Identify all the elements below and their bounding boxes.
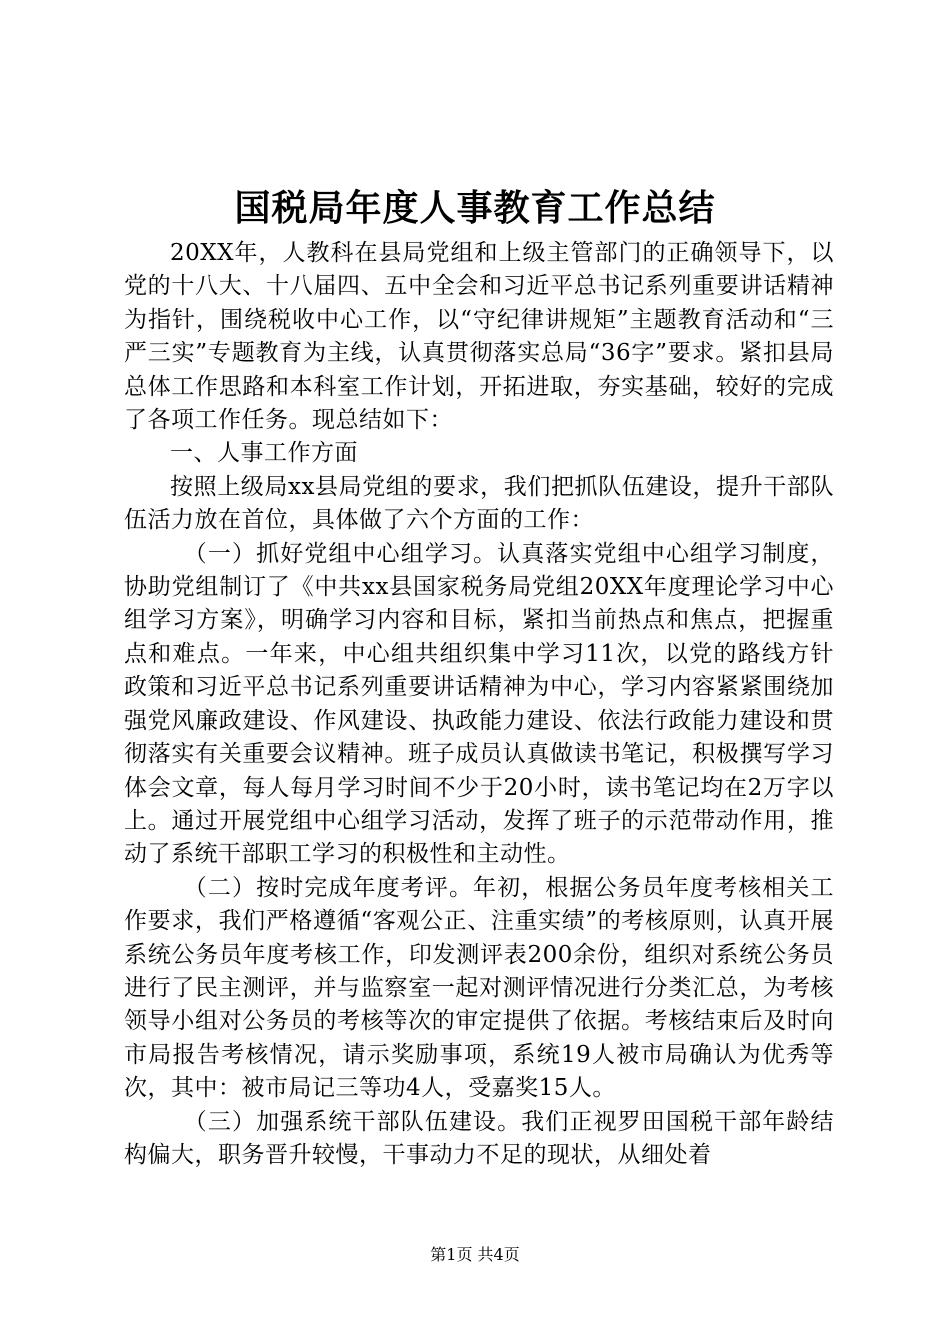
paragraph-item-3: （三）加强系统干部队伍建设。我们正视罗田国税干部年龄结构偏大，职务晋升较慢，干事动力不足的现状，从细处着 [124, 1108, 834, 1168]
paragraph-overview: 按照上级局xx县局党组的要求，我们把抓队伍建设，提升干部队伍活力放在首位，具体做了六个方面的工作： [124, 473, 834, 534]
paragraph-item-2: （二）按时完成年度考评。年初，根据公务员年度考核相关工作要求，我们严格遵循“客观公正、注重实绩”的考核原则，认真开展系统公务员年度考核工作，印发测评表200余份，组织对系统公务员进行了民主测评，并与监察室一起对测评情况进行分类汇总，为考核领导小组对公务员的考核等次的审定提供了依据。考核结束后及时向市局报告考核情况，请示奖励事项，系统19人被市局确认为优秀等次，其中：被市局记三等功4人，受嘉奖15人。 [124, 874, 834, 1102]
document-body [124, 237, 834, 1172]
paragraph-intro: 20XX年，人教科在县局党组和上级主管部门的正确领导下，以党的十八大、十八届四、五中全会和习近平总书记系列重要讲话精神为指针，围绕税收中心工作，以“守纪律讲规矩”主题教育活动和“三严三实”专题教育为主线，认真贯彻落实总局“36字”要求。紧扣县局总体工作思路和本科室工作计划，开拓进取，夯实基础，较好的完成了各项工作任务。现总结如下： [124, 240, 834, 434]
document-title: 国税局年度人事教育工作总结 [234, 187, 716, 229]
paragraph-item-1: （一）抓好党组中心组学习。认真落实党组中心组学习制度，协助党组制订了《中共xx县国家税务局党组20XX年度理论学习中心组学习方案》，明确学习内容和目标，紧扣当前热点和焦点，把握重点和难点。一年来，中心组共组织集中学习11次，以党的路线方针政策和习近平总书记系列重要讲话精神为中心，学习内容紧紧围绕加强党风廉政建设、作风建设、执政能力建设、依法行政能力建设和贯彻落实有关重要会议精神。班子成员认真做读书笔记，积极撰写学习体会文章，每人每月学习时间不少于20小时，读书笔记均在2万字以上。通过开展党组中心组学习活动，发挥了班子的示范带动作用，推动了系统干部职工学习的积极性和主动性。 [124, 540, 834, 868]
page-number-footer: 第1页 共4页 [430, 1245, 520, 1264]
section-heading-personnel: 一、人事工作方面 [170, 440, 358, 467]
